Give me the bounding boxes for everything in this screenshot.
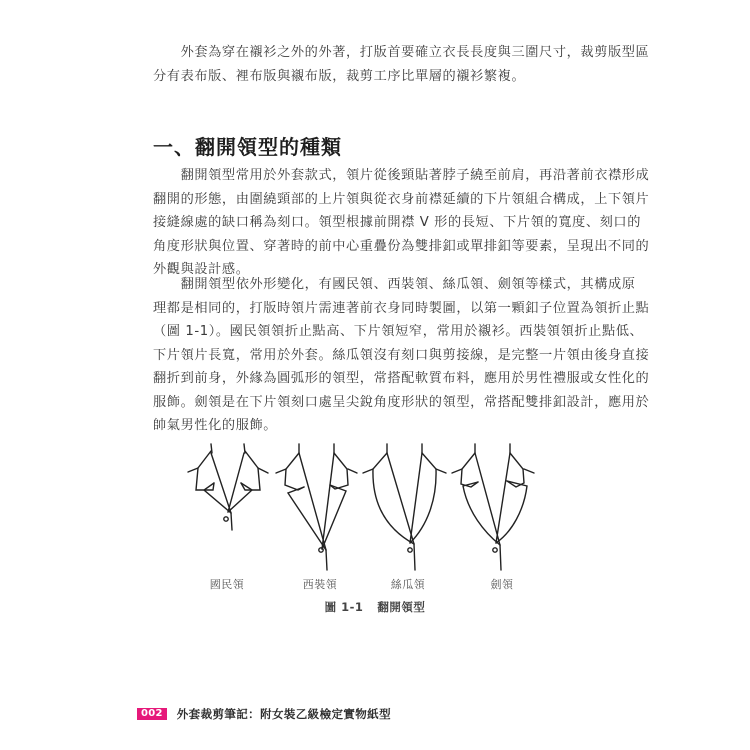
text-line: 理都是相同的，打版時領片需連著前衣身同時製圖，以第一顆釦子位置為領折止點 xyxy=(153,300,650,316)
text-line: 下片領片長寬，常用於外套。絲瓜領沒有刻口與剪接線，是完整一片領由後身直接 xyxy=(153,347,650,363)
label-suit-collar: 西裝領 xyxy=(302,578,338,591)
collar-diagram xyxy=(180,440,560,580)
figure-caption xyxy=(0,599,750,615)
paragraph-collar-variations xyxy=(153,273,650,438)
paragraph-collar-types xyxy=(153,164,650,282)
collar-peak-illustration xyxy=(452,444,534,570)
collar-guomin-illustration xyxy=(188,444,268,530)
label-guomin-collar: 國民領 xyxy=(209,578,245,591)
page-number-badge: 002 xyxy=(137,708,167,720)
text-line: 翻開領型常用於外套款式，領片從後頸貼著脖子繞至前肩，再沿著前衣襟形成 xyxy=(153,168,650,183)
figure-title: 翻開領型 xyxy=(377,600,426,614)
page-footer xyxy=(137,707,391,721)
text-line: 翻開的形態，由圍繞頸部的上片領與從衣身前襟延續的下片領組合構成，上下領片 xyxy=(153,191,650,207)
figure-number: 圖 1-1 xyxy=(324,600,364,614)
section-heading: 一、翻開領型的種類 xyxy=(153,135,342,159)
text-line: 翻折到前身，外緣為圓弧形的領型，常搭配軟質布料，應用於男性禮服或女性化的 xyxy=(153,371,650,386)
text-line: 服飾。劍領是在下片領刻口處呈尖銳角度形狀的領型，常搭配雙排釦設計，應用於 xyxy=(153,394,650,410)
collar-xizhuang-illustration xyxy=(276,444,357,570)
text-line: 角度形狀與位置、穿著時的前中心重疊份為雙排釦或單排釦等要素，呈現出不同的 xyxy=(153,238,650,254)
book-title: 外套裁剪筆記：附女裝乙級檢定實物紙型 xyxy=(176,707,391,721)
collar-shawl-illustration xyxy=(363,444,446,570)
label-peak-collar: 劍領 xyxy=(490,578,514,591)
intro-paragraph xyxy=(153,41,650,88)
text-line: 翻開領型依外形變化，有國民領、西裝領、絲瓜領、劍領等樣式，其構成原 xyxy=(153,277,636,292)
collar-labels xyxy=(0,576,750,594)
text-line: 外套為穿在襯衫之外的外著，打版首要確立衣長長度與三圍尺寸，裁剪版型區 xyxy=(153,45,650,60)
text-line: （圖 1-1）。國民領領折止點高、下片領短窄，常用於襯衫。西裝領領折止點低、 xyxy=(153,324,644,339)
text-line: 帥氣男性化的服飾。 xyxy=(153,418,278,433)
text-line: 分有表布版、裡布版與襯布版，裁剪工序比單層的襯衫繁複。 xyxy=(153,68,526,84)
label-shawl-collar: 絲瓜領 xyxy=(390,578,426,591)
text-line: 外觀與設計感。 xyxy=(153,262,250,277)
text-line: 接縫線處的缺口稱為刻口。領型根據前開襟 V 形的長短、下片領的寬度、刻口的 xyxy=(153,215,641,230)
